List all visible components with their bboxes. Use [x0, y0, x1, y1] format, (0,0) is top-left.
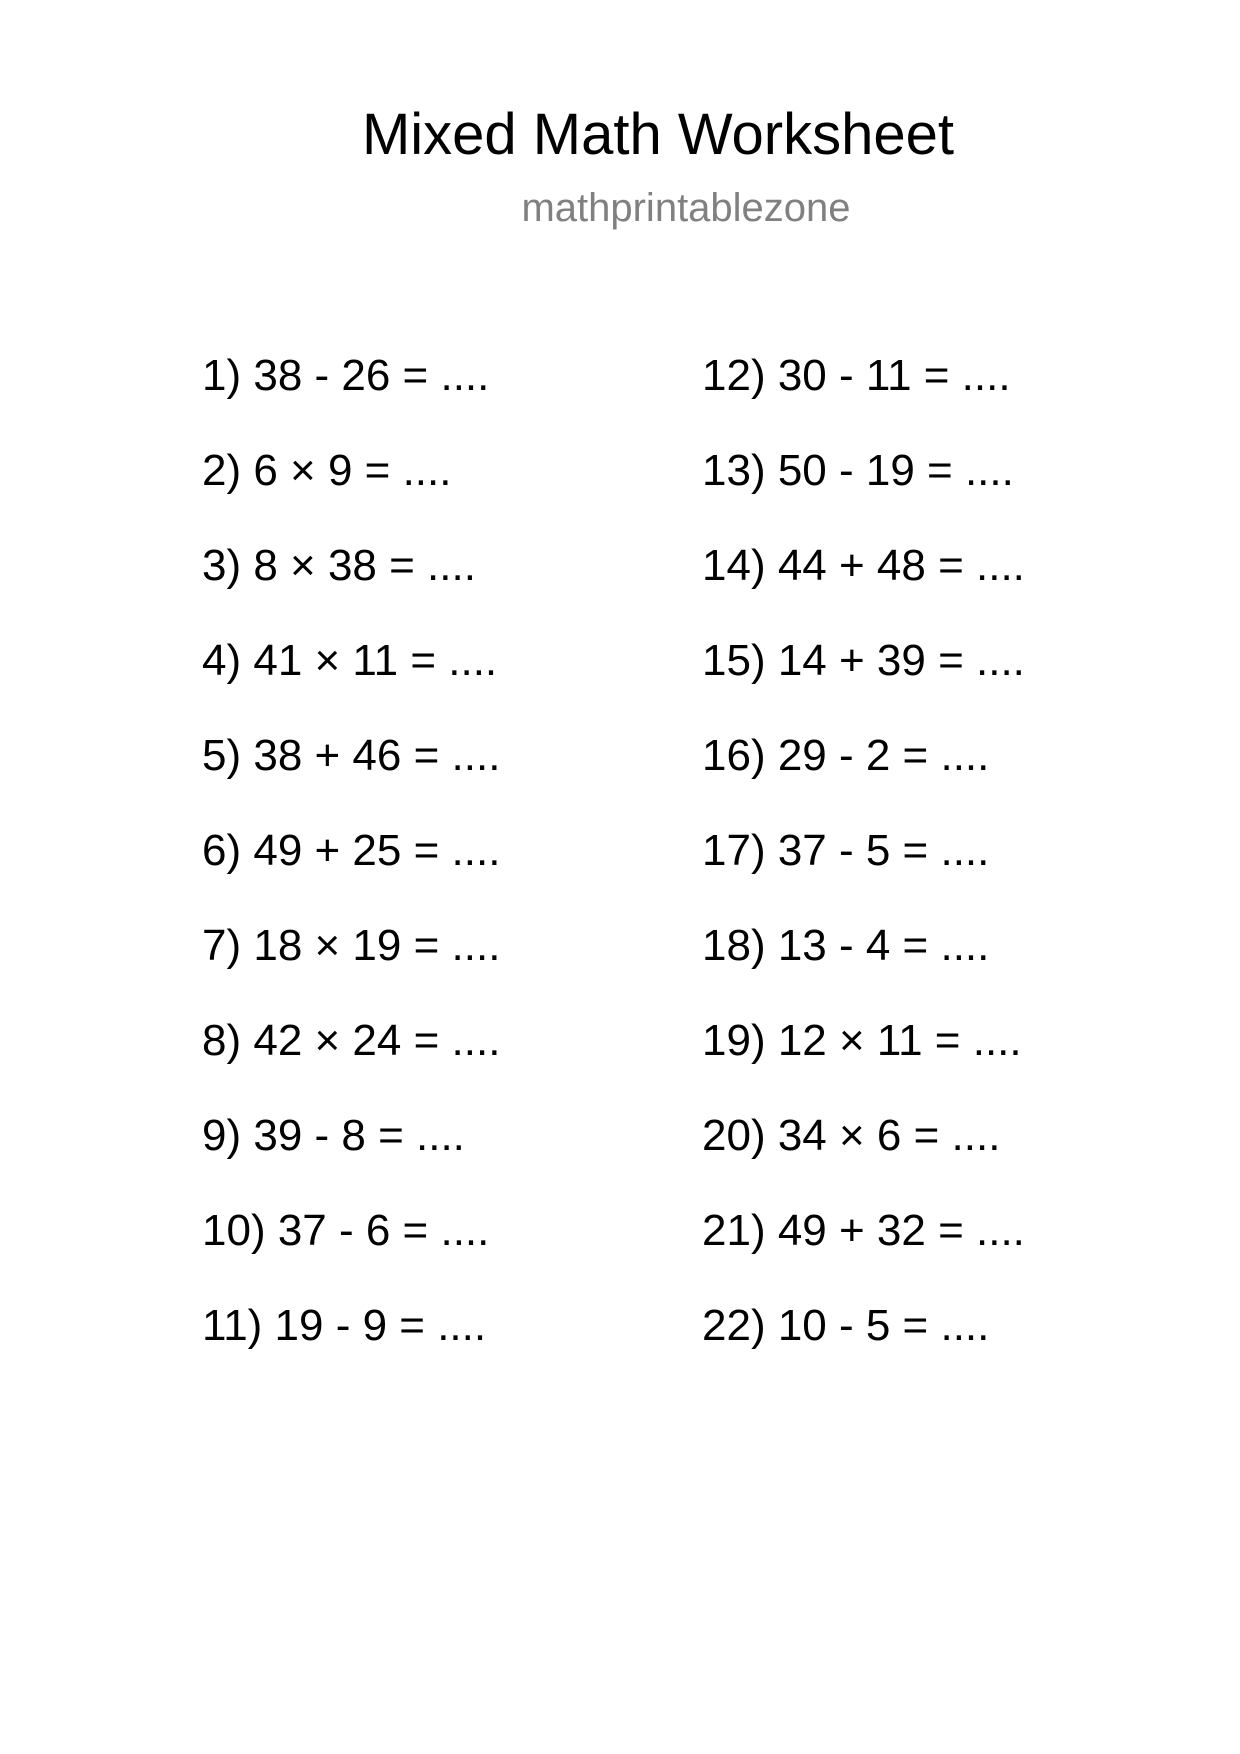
problem-column-left	[202, 348, 500, 1393]
problem-item: 21) 49 + 32 = ....	[702, 1206, 1025, 1255]
problem-item: 22) 10 - 5 = ....	[702, 1301, 990, 1350]
worksheet-source: mathprintablezone	[521, 186, 851, 230]
problem-item: 1) 38 - 26 = ....	[202, 351, 490, 400]
problem-item: 12) 30 - 11 = ....	[702, 351, 1011, 400]
problem-item: 15) 14 + 39 = ....	[702, 636, 1025, 685]
problem-item: 20) 34 × 6 = ....	[702, 1111, 1001, 1160]
problem-item: 6) 49 + 25 = ....	[202, 826, 501, 875]
problem-item: 14) 44 + 48 = ....	[702, 541, 1025, 590]
problem-column-right	[702, 348, 1025, 1393]
problem-item: 3) 8 × 38 = ....	[202, 541, 476, 590]
problem-item: 18) 13 - 4 = ....	[702, 921, 990, 970]
problem-item: 4) 41 × 11 = ....	[202, 636, 498, 685]
problem-item: 13) 50 - 19 = ....	[702, 446, 1014, 495]
problem-item: 16) 29 - 2 = ....	[702, 731, 990, 780]
worksheet-title: Mixed Math Worksheet	[361, 102, 955, 167]
problem-item: 17) 37 - 5 = ....	[702, 826, 990, 875]
problem-item: 5) 38 + 46 = ....	[202, 731, 501, 780]
problem-item: 19) 12 × 11 = ....	[702, 1016, 1022, 1065]
problem-item: 8) 42 × 24 = ....	[202, 1016, 501, 1065]
problem-item: 9) 39 - 8 = ....	[202, 1111, 465, 1160]
problem-item: 7) 18 × 19 = ....	[202, 921, 501, 970]
problem-item: 11) 19 - 9 = ....	[202, 1301, 487, 1350]
problem-item: 2) 6 × 9 = ....	[202, 446, 452, 495]
problem-item: 10) 37 - 6 = ....	[202, 1206, 490, 1255]
